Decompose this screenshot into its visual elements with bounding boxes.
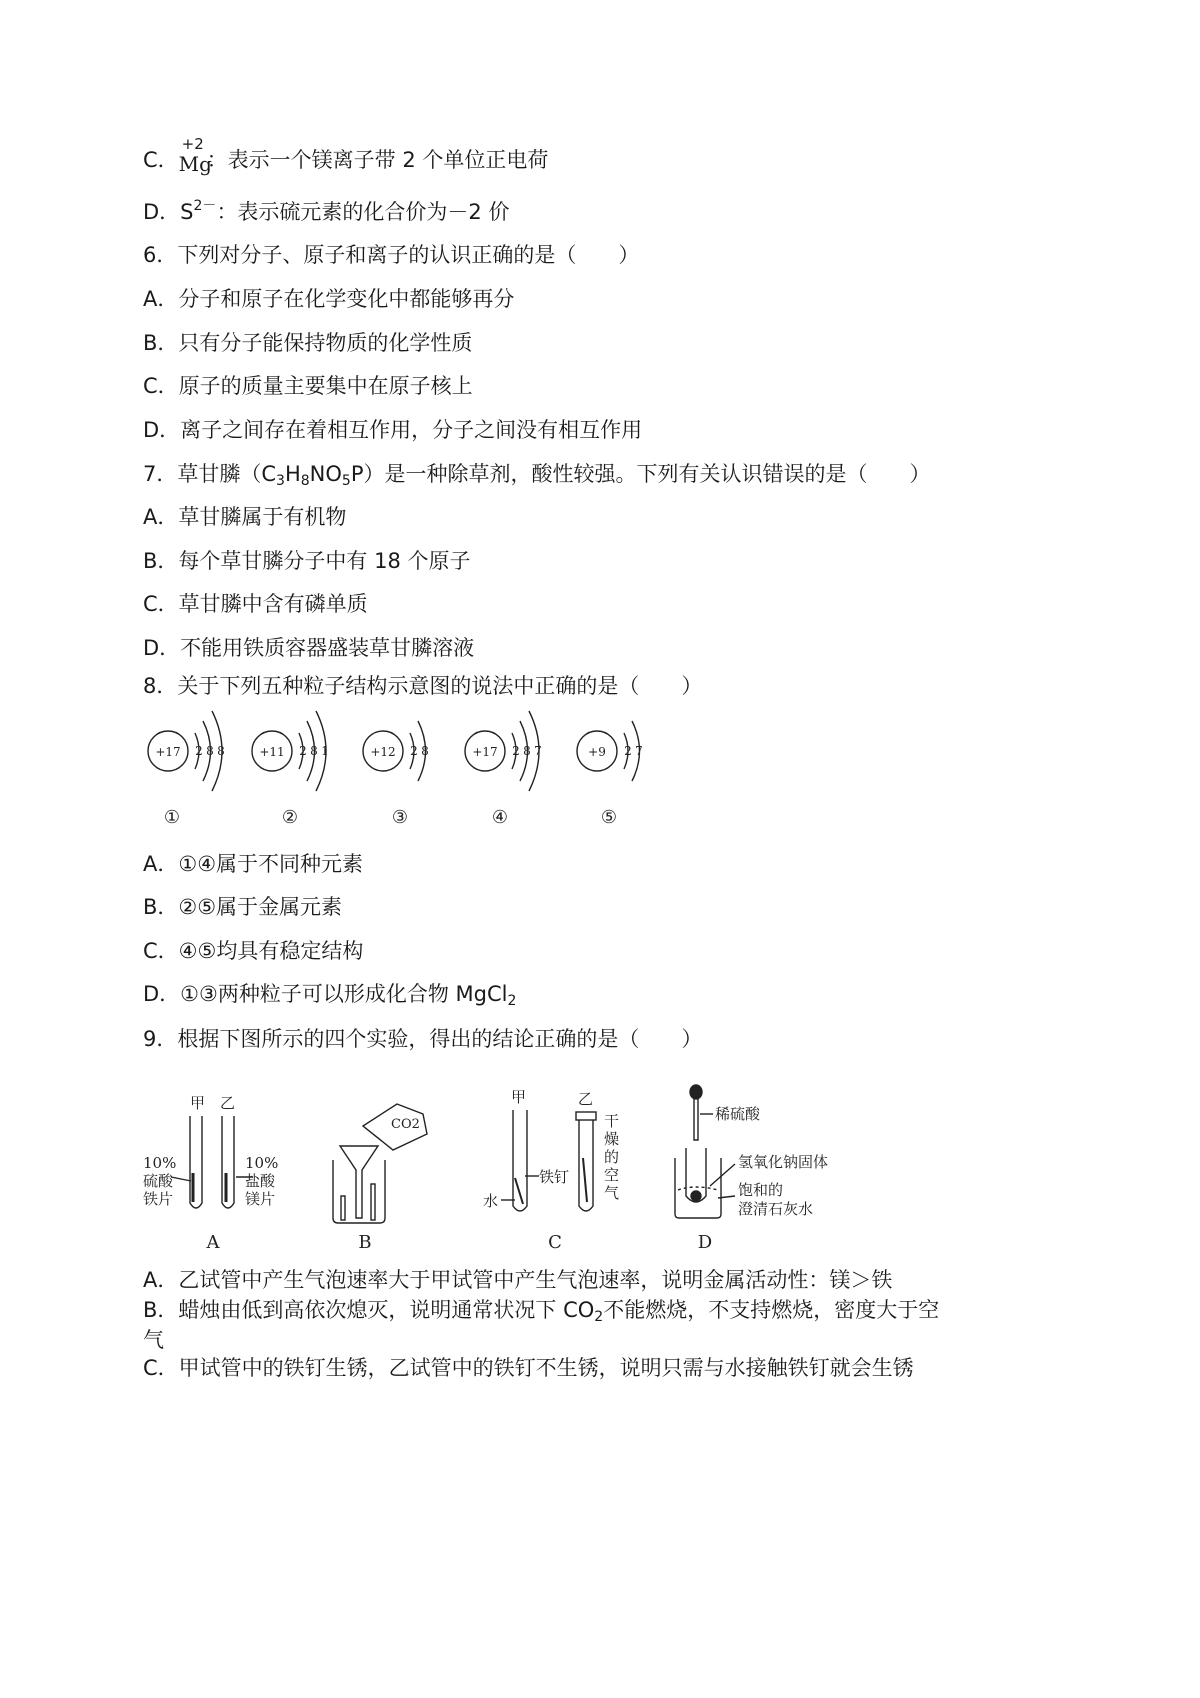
q5-option-d: D．$S^{2-}$：表示硫元素的化合价为－2 价: [143, 198, 510, 224]
q8-stem: 8．关于下列五种粒子结构示意图的说法中正确的是（ ）: [143, 674, 703, 698]
experiment-figure: [135, 1078, 865, 1262]
q7-stem: 7．草甘膦$(C_3H_8NO_5P)$是一种除草剂，酸性较强。下列有关认识错误的是（ ）: [143, 462, 931, 489]
shell-count: 8: [310, 744, 318, 758]
funnel: [340, 1146, 378, 1218]
svg-text:水: 水: [483, 1192, 499, 1210]
svg-text:气: 气: [604, 1184, 620, 1202]
candle: [371, 1184, 375, 1220]
particle-label: ③: [391, 807, 409, 828]
q8-option-b: B．②⑤属于金属元素: [143, 895, 343, 919]
dropper-bulb: [690, 1085, 702, 1099]
q6-option-d: D．离子之间存在着相互作用，分子之间没有相互作用: [143, 418, 643, 442]
particle-label: ④: [491, 807, 509, 828]
q9-option-c: C．甲试管中的铁钉生锈，乙试管中的铁钉不生锈，说明只需与水接触铁钉就会生锈: [143, 1356, 914, 1380]
nucleus-charge: +17: [155, 745, 181, 759]
svg-text:10%: 10%: [143, 1154, 177, 1172]
svg-text:B: B: [358, 1232, 372, 1253]
svg-text:A: A: [206, 1232, 220, 1253]
q7-option-a: A．草甘膦属于有机物: [143, 505, 347, 529]
svg-text:稀硫酸: 稀硫酸: [715, 1105, 761, 1123]
q9-option-a: A．乙试管中产生气泡速率大于甲试管中产生气泡速率，说明金属活动性：镁＞铁: [143, 1268, 893, 1292]
q8-option-a: A．①④属于不同种元素: [143, 852, 364, 876]
svg-text:乙: 乙: [578, 1090, 594, 1108]
svg-text:乙: 乙: [220, 1094, 236, 1112]
svg-text:D: D: [697, 1232, 713, 1253]
beaker: [675, 1158, 721, 1218]
q8-option-c: C．④⑤均具有稳定结构: [143, 939, 364, 963]
q9-option-b: B．蜡烛由低到高依次熄灭，说明通常状况下 $CO_2$不能燃烧，不支持燃烧，密度大于空: [143, 1298, 940, 1325]
svg-text:饱和的: 饱和的: [738, 1181, 784, 1199]
shell-count: 8: [523, 744, 531, 758]
shell-count: 2: [624, 744, 632, 758]
svg-text:C: C: [548, 1232, 562, 1253]
svg-text:铁钉: 铁钉: [539, 1168, 570, 1186]
atomic-structure-figure: [140, 705, 860, 844]
svg-text:氢氧化钠固体: 氢氧化钠固体: [738, 1153, 829, 1171]
svg-text:铁片: 铁片: [143, 1190, 174, 1208]
svg-text:澄清石灰水: 澄清石灰水: [738, 1200, 814, 1218]
svg-text:盐酸: 盐酸: [245, 1172, 276, 1190]
shell-count: 2: [512, 744, 520, 758]
shell-count: 7: [534, 744, 542, 758]
nucleus-charge: +11: [259, 745, 285, 759]
svg-text:CO2: CO2: [391, 1117, 420, 1132]
shell-count: 8: [217, 744, 225, 758]
stopper: [576, 1112, 596, 1120]
svg-text:燥: 燥: [604, 1130, 620, 1148]
q5-option-c: [143, 135, 549, 176]
nucleus-charge: +17: [472, 745, 498, 759]
svg-text:空: 空: [604, 1166, 620, 1184]
particle-label: ②: [281, 807, 299, 828]
shell-count: 1: [321, 744, 329, 758]
svg-text:干: 干: [604, 1112, 620, 1130]
svg-text:硫酸: 硫酸: [143, 1172, 174, 1190]
svg-text:甲: 甲: [190, 1094, 206, 1112]
shell-count: 8: [206, 744, 214, 758]
test-tube: [222, 1116, 234, 1208]
q7-option-b: B．每个草甘膦分子中有 18 个原子: [143, 549, 471, 573]
nucleus-charge: +12: [370, 745, 396, 759]
svg-text:镁片: 镁片: [245, 1190, 276, 1208]
shell-count: 2: [299, 744, 307, 758]
mg-charge-symbol: +2 Mg: [178, 135, 212, 176]
particle-label: ①: [163, 807, 181, 828]
particle-label: ⑤: [600, 807, 618, 828]
svg-text:10%: 10%: [245, 1154, 279, 1172]
q9-option-b-continued: 气: [143, 1328, 164, 1352]
q7-option-c: C．草甘膦中含有磷单质: [143, 592, 368, 616]
q6-option-b: B．只有分子能保持物质的化学性质: [143, 331, 473, 355]
svg-text:甲: 甲: [511, 1088, 527, 1106]
option-prefix: C．: [143, 148, 179, 172]
q7-option-d: D．不能用铁质容器盛装草甘膦溶液: [143, 636, 475, 660]
q6-stem: 6．下列对分子、原子和离子的认识正确的是（ ）: [143, 243, 640, 267]
q6-option-c: C．原子的质量主要集中在原子核上: [143, 374, 473, 398]
q6-option-a: A．分子和原子在化学变化中都能够再分: [143, 287, 515, 311]
nucleus-charge: +9: [588, 745, 606, 759]
shell-count: 2: [195, 744, 203, 758]
option-text: ：表示一个镁离子带 2 个单位正电荷: [206, 148, 549, 172]
q9-stem: 9．根据下图所示的四个实验，得出的结论正确的是（ ）: [143, 1027, 703, 1051]
shell-count: 2: [410, 744, 418, 758]
q8-option-d: D．①③两种粒子可以形成化合物 MgCl$_2$: [143, 982, 517, 1009]
svg-text:的: 的: [604, 1148, 620, 1166]
candle: [341, 1196, 345, 1220]
shell-count: 7: [635, 744, 643, 758]
shell-count: 8: [421, 744, 429, 758]
